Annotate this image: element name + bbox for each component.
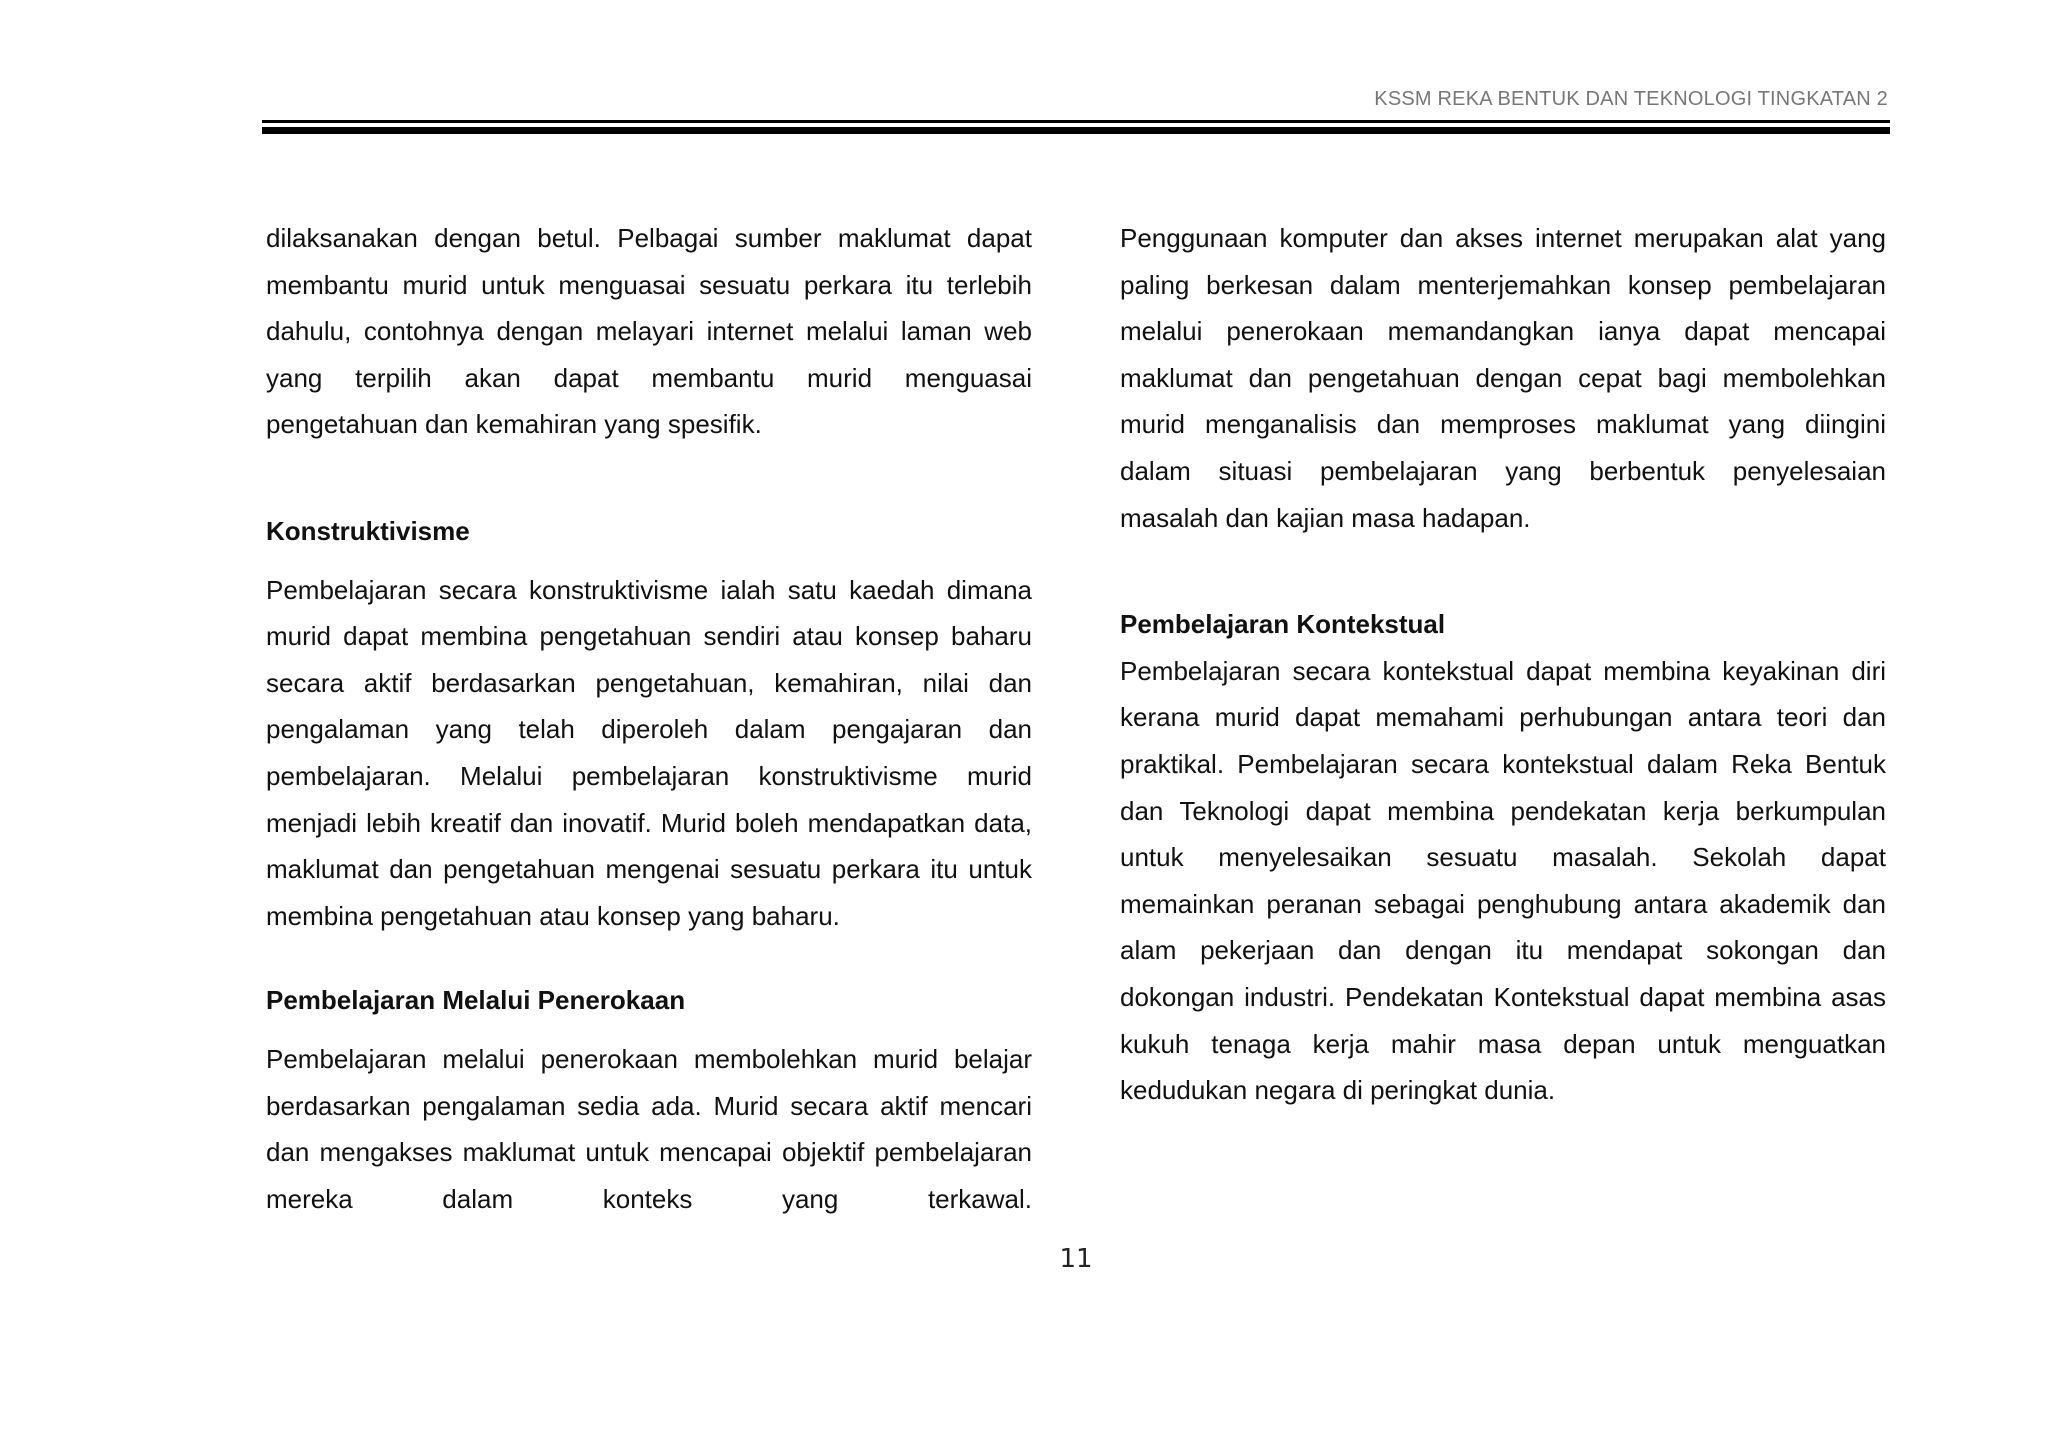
spacer [266, 1024, 1032, 1036]
spacer [266, 555, 1032, 567]
paragraph-penerokaan: Pembelajaran melalui penerokaan membolehkan murid belajar berdasarkan pengalaman sedia ada. Murid secara aktif mencari dan mengakses maklumat untuk mencapai objektif pembelajaran mereka dalam konteks yang terkawal. [266, 1043, 1032, 1214]
header-rule-thick [262, 127, 1890, 134]
header-rule-thin [262, 120, 1890, 123]
spacer [266, 448, 1032, 508]
heading-kontekstual: Pembelajaran Kontekstual [1120, 609, 1446, 640]
heading-penerokaan: Pembelajaran Melalui Penerokaan [266, 985, 686, 1016]
spacer [1120, 541, 1886, 601]
paragraph-konstruktivisme: Pembelajaran secara konstruktivisme ialah satu kaedah dimana murid dapat membina pengetahuan sendiri atau konsep baharu secara aktif berdasarkan pengetahuan, kemahiran, nilai dan pengalaman yang telah diperoleh dalam pengajaran dan pembelajaran. Melalui pembelajaran konstruktivisme murid menjadi lebih kreatif dan inovatif. Murid boleh mendapatkan data, maklumat dan pengetahuan mengenai sesuatu perkara itu untuk membina pengetahuan atau konsep yang baharu. [266, 574, 1032, 931]
page-header-title: KSSM REKA BENTUK DAN TEKNOLOGI TINGKATAN 2 [1374, 88, 1888, 110]
left-column [266, 215, 1032, 1222]
right-column [1120, 215, 1886, 1114]
heading-konstruktivisme: Konstruktivisme [266, 515, 470, 546]
right-intro-paragraph: Penggunaan komputer dan akses internet merupakan alat yang paling berkesan dalam menterjemahkan konsep pembelajaran melalui penerokaan memandangkan ianya dapat mencapai maklumat dan pengetahuan dengan cepat bagi membolehkan murid menganalisis dan memproses maklumat yang diingini dalam situasi pembelajaran yang berbentuk penyelesaian masalah dan kajian masa hadapan. [1120, 223, 1886, 533]
paragraph-kontekstual: Pembelajaran secara kontekstual dapat membina keyakinan diri kerana murid dapat memahami perhubungan antara teori dan praktikal. Pembelajaran secara kontekstual dalam Reka Bentuk dan Teknologi dapat membina pendekatan kerja berkumpulan untuk menyelesaikan sesuatu masalah. Sekolah dapat memainkan peranan sebagai penghubung antara akademik dan alam pekerjaan dan dengan itu mendapat sokongan dan dokongan industri. Pendekatan Kontekstual dapat membina asas kukuh tenaga kerja mahir masa depan untuk menguatkan kedudukan negara di peringkat dunia. [1120, 655, 1886, 1106]
left-intro-paragraph: dilaksanakan dengan betul. Pelbagai sumber maklumat dapat membantu murid untuk menguasai sesuatu perkara itu terlebih dahulu, contohnya dengan melayari internet melalui laman web yang terpilih akan dapat membantu murid menguasai pengetahuan dan kemahiran yang spesifik. [266, 223, 1032, 440]
spacer [266, 939, 1032, 977]
page-number: 11 [1059, 1244, 1093, 1274]
